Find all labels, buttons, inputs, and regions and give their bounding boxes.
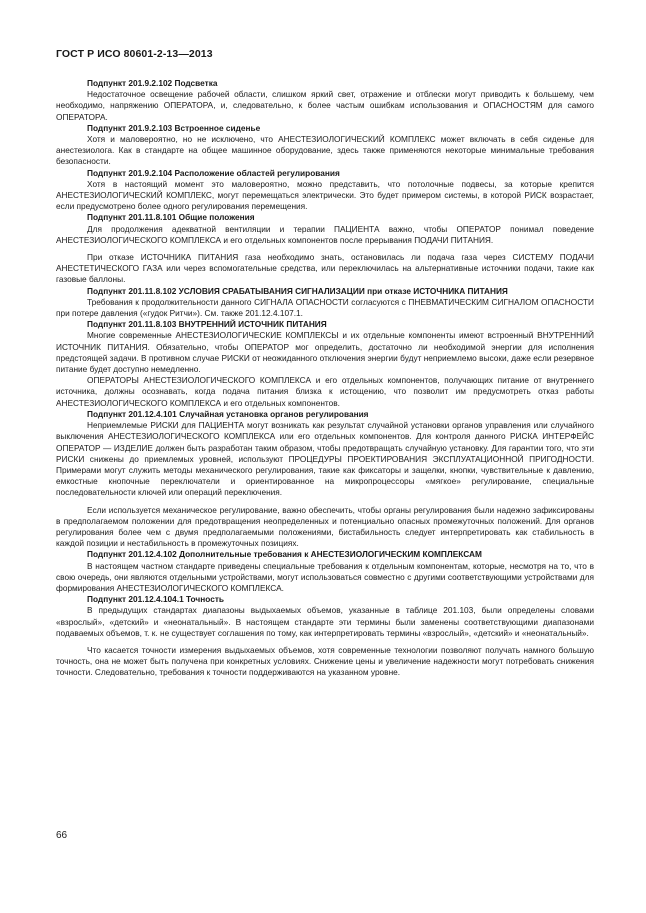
section-heading: Подпункт 201.11.8.101 Общие положения: [87, 212, 255, 223]
section-heading: Подпункт 201.12.4.101 Случайная установка органов регулирования: [87, 408, 369, 419]
paragraph: Многие современные АНЕСТЕЗИОЛОГИЧЕСКИЕ КОМПЛЕКСЫ и их отдельные компоненты имеют встроенный ВНУТРЕННИЙ ИСТОЧНИК ПИТАНИЯ. Обязательно, чтобы ОПЕРАТОР мог определить, достаточно ли необходимой энергии для исполнения предстоящей задачи. В противном случае РИСКИ от неожиданного отключения энергии будут неприемлемо высоки, даже если резервное питание будет доступно немедленно.: [56, 330, 594, 375]
paragraph: Неприемлемые РИСКИ для ПАЦИЕНТА могут возникать как результат случайной установки органов управления или случайного выключения АНЕСТЕЗИОЛОГИЧЕСКОГО КОМПЛЕКСА или его отдельных компонентов. Для контроля данного РИСКА ИНТЕРФЕЙС ОПЕРАТОР — ИЗДЕЛИЕ должен быть разработан таким образом, чтобы предотвращать случайную установку. Для гарантии того, что эти РИСКИ снижены до приемлемых уровней, используют ПРОЦЕДУРЫ ПРОЕКТИРОВАНИЯ ЭКСПЛУАТАЦИОННОЙ ПРИГОДНОСТИ. Примерами могут служить методы механического регулирования, такие как фиксаторы и защелки, кнопки, чувствительные к давлению, емкостные кнопочные переключатели и ориентированное на микропроцессоры «мягкое» регулирование, специальные последовательности ключей или операций переключения.: [56, 420, 594, 498]
paragraph: Что касается точности измерения выдыхаемых объемов, хотя современные технологии позволяют получать намного большую точность, она не может быть получена при конкретных условиях. Снижение цены и увеличение надежности могут потребовать снижения точности. Следовательно, требования к точности поддерживаются на указанном уровне.: [56, 644, 594, 678]
paragraph: В настоящем частном стандарте приведены специальные требования к отдельным компонентам, которые, несмотря на то, что в свою очередь, они являются отдельными устройствами, могут использоваться совместно с другими соответствующими устройствами для формирования АНЕСТЕЗИОЛОГИЧЕСКОГО КОМПЛЕКСА.: [56, 560, 594, 593]
paragraph: Если используется механическое регулирование, важно обеспечить, чтобы органы регулирования были надежно зафиксированы в предполагаемом положении для предотвращения неопределенных и потенциально опасных промежуточных положений. Для органов регулирования более чем с двумя предполагаемыми положениями, бистабильность следует интерпретировать как стабильность в каждой позиции и нестабильность в промежуточных позициях.: [56, 504, 594, 549]
paragraph: Хотя в настоящий момент это маловероятно, можно представить, что потолочные подвесы, за которые крепится АНЕСТЕЗИОЛОГИЧЕСКИЙ КОМПЛЕКС, могут перемещаться электрически. Это будет примером системы, в которой РИСК возрастает, если предусмотрено более одного регулирования перемещения.: [56, 178, 594, 212]
paragraph: При отказе ИСТОЧНИКА ПИТАНИЯ газа необходимо знать, остановилась ли подача газа через СИСТЕМУ ПОДАЧИ АНЕСТЕТИЧЕСКОГО ГАЗА или через вспомогательные средства, или переключилась на альтернативные источники подачи, такие как газовые баллоны.: [56, 252, 594, 285]
section-heading: Подпункт 201.9.2.102 Подсветка: [87, 78, 218, 88]
section-heading: Подпункт 201.9.2.104 Расположение областей регулирования: [87, 167, 340, 178]
paragraph: Недостаточное освещение рабочей области, слишком яркий свет, отражение и отблески могут приводить к большему, чем необходимо, напряжению ОПЕРАТОРА, и, следовательно, к более частым ошибкам использования и ОПАСНОСТЯМ для самого ОПЕРАТОРА.: [56, 89, 594, 122]
paragraph: В предыдущих стандартах диапазоны выдыхаемых объемов, указанные в таблице 201.103, были определены словами «взрослый», «детский» и «неонатальный». В настоящем стандарте эти термины были заменены соответствующими диапазонами подаваемых объемов, т. к. не существует соглашения по тому, как интерпретировать термины «взрослый», «детский» и «неонатальный».: [56, 605, 594, 638]
paragraph: Требования к продолжительности данного СИГНАЛА ОПАСНОСТИ согласуются с ПНЕВМАТИЧЕСКИМ СИГНАЛОМ ОПАСНОСТИ при потере давления («гудок Ритчи»). См. также 201.12.4.107.1.: [56, 296, 594, 319]
section-heading: Подпункт 201.11.8.103 ВНУТРЕННИЙ ИСТОЧНИК ПИТАНИЯ: [87, 319, 327, 330]
paragraph: Для продолжения адекватной вентиляции и терапии ПАЦИЕНТА важно, чтобы ОПЕРАТОР понимал поведение АНЕСТЕЗИОЛОГИЧЕСКОГО КОМПЛЕКСА и его отдельных компонентов после прерывания ПОДАЧИ ПИТАНИЯ.: [56, 223, 594, 245]
page-number: 66: [56, 830, 68, 841]
section-heading: Подпункт 201.11.8.102 УСЛОВИЯ СРАБАТЫВАНИЯ СИГНАЛИЗАЦИИ при отказе ИСТОЧНИКА ПИТАНИЯ: [87, 285, 508, 296]
paragraph: Хотя и маловероятно, но не исключено, что АНЕСТЕЗИОЛОГИЧЕСКИЙ КОМПЛЕКС может включать в себя сиденье для анестезиолога. Как в стандарте на общее машинное оборудование, здесь также применяются некоторые минимальные требования безопасности.: [56, 134, 594, 167]
paragraph: ОПЕРАТОРЫ АНЕСТЕЗИОЛОГИЧЕСКОГО КОМПЛЕКСА и его отдельных компонентов, получающих питание от внутреннего источника, должны осознавать, когда подача питания близка к истощению, что позволит им предусмотреть отказ работы АНЕСТЕЗИОЛОГИЧЕСКОГО КОМПЛЕКСА и его отдельных компонентов.: [56, 375, 594, 408]
document-header: ГОСТ Р ИСО 80601-2-13—2013: [56, 48, 213, 60]
document-body: [56, 78, 594, 679]
section-heading: Подпункт 201.12.4.102 Дополнительные требования к АНЕСТЕЗИОЛОГИЧЕСКИМ КОМПЛЕКСАМ: [87, 549, 482, 560]
section-heading: Подпункт 201.12.4.104.1 Точность: [87, 594, 224, 605]
section-heading: Подпункт 201.9.2.103 Встроенное сиденье: [87, 122, 261, 133]
